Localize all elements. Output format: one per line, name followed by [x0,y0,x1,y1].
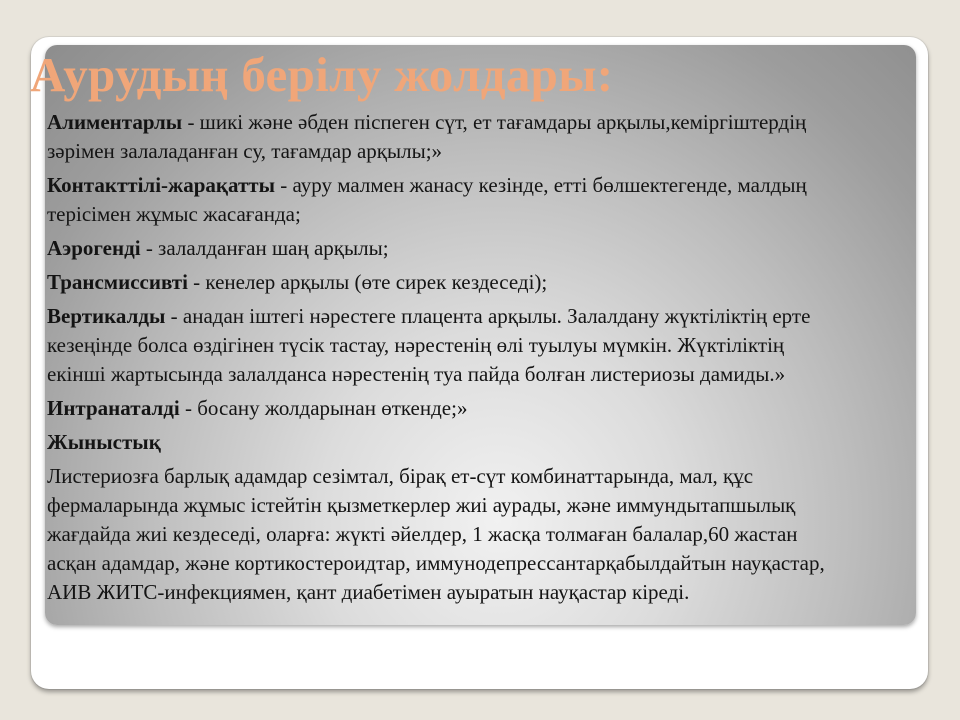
item-term: Жыныстық [47,430,161,454]
item-text: - шикі және әбден піспеген сүт, ет тағамдары арқылы,кеміргіштердің зәрімен залаладанған су, тағамдар арқылы;» [47,110,807,163]
item-text: - босану жолдарынан өткенде;» [179,396,468,420]
list-item [47,394,847,423]
item-text: - кенелер арқылы (өте сирек кездеседі); [187,270,548,294]
item-text: - ауру малмен жанасу кезінде, етті бөлшектегенде, малдың терісімен жұмыс жасағанда; [47,173,807,226]
item-text: - анадан іштегі нәрестеге плацента арқылы. Залалдану жүктіліктің ерте кезеңінде болса өздігінен түсік тастау, нәрестенің өлі туылуы мүмкін. Жүктіліктің екінші жартысында залалданса нәрестенің туа пайда болған листериозы дамиды.» [47,304,811,386]
item-term: Вертикалды [47,304,166,328]
item-text: - залалданған шаң арқылы; [140,236,389,260]
list-item [47,171,847,229]
list-item [47,302,847,389]
list-item [47,108,847,166]
list-item [47,234,847,263]
slide-title: Аурудың берілу жолдары: [30,47,614,102]
list-item [47,428,847,457]
item-term: Аэрогенді [47,236,141,260]
list-item [47,268,847,297]
item-term: Трансмиссивті [47,270,188,294]
item-term: Интранаталді [47,396,180,420]
item-term: Контакттілі-жарақатты [47,173,276,197]
closing-paragraph: Листериозға барлық адамдар сезімтал, бірақ ет-сүт комбинаттарында, мал, құс фермаларында жұмыс істейтін қызметкерлер жиі аурады, және иммундытапшылық жағдайда жиі кездеседі, оларға: жүкті әйелдер, 1 жасқа толмаған балалар,60 жастан асқан адамдар, және кортикостероидтар, иммунодепрессантарқабылдайтын науқастар, АИВ ЖИТС-инфекциямен, қант диабетімен ауыратын науқастар кіреді. [47,464,825,604]
slide-body [47,108,847,612]
item-term: Алиментарлы [47,110,183,134]
